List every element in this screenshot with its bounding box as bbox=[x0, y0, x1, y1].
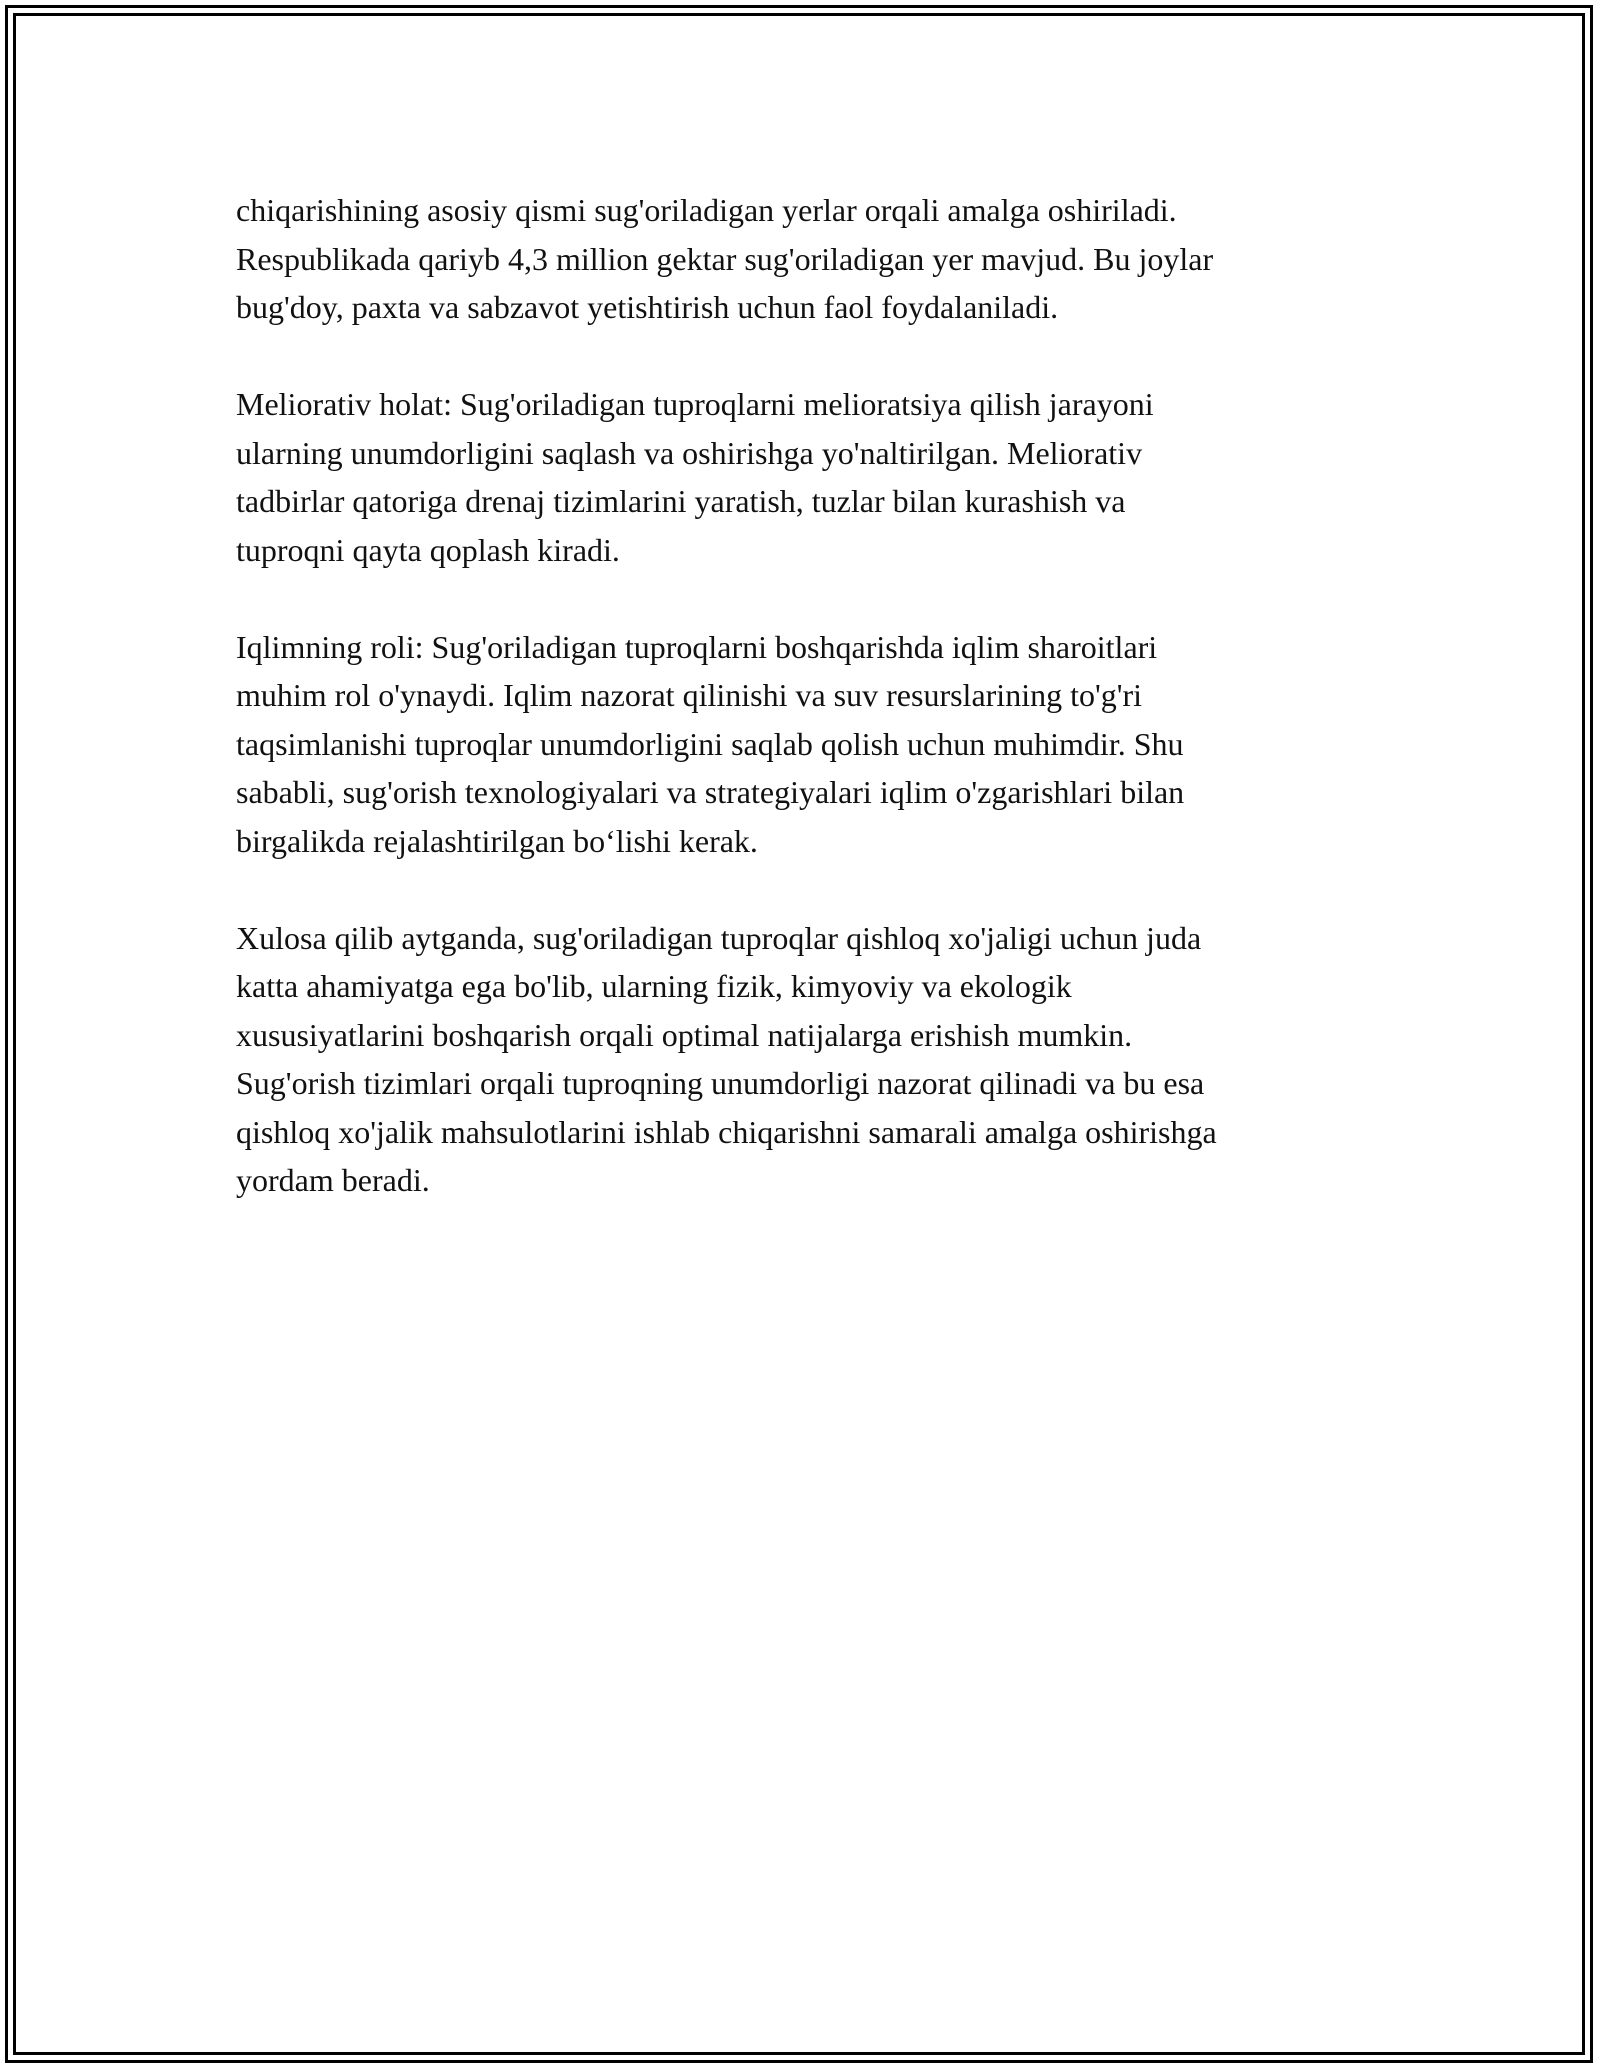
document-body bbox=[236, 186, 1376, 1253]
paragraph-production: chiqarishining asosiy qismi sug'oriladigan yerlar orqali amalga oshiriladi. Respublikada qariyb 4,3 million gektar sug'oriladigan yer mavjud. Bu joylar bug'doy, paxta va sabzavot yetishtirish uchun faol foydalaniladi. bbox=[236, 192, 1214, 325]
paragraph-climate-role: Iqlimning roli: Sug'oriladigan tuproqlarni boshqarishda iqlim sharoitlari muhim rol o'ynaydi. Iqlim nazorat qilinishi va suv resurslarining to'g'ri taqsimlanishi tuproqlar unumdorligini saqlab qolish uchun muhimdir. Shu sababli, sug'orish texnologiyalari va strategiyalari iqlim o'zgarishlari bilan birgalikda rejalashtirilgan bo‘lishi kerak. bbox=[236, 628, 1185, 859]
paragraph-meliorative-state: Meliorativ holat: Sug'oriladigan tuproqlarni melioratsiya qilish jarayoni ularning unumdorligini saqlash va oshirishga yo'naltirilgan. Meliorativ tadbirlar qatoriga drenaj tizimlarini yaratish, tuzlar bilan kurashish va tuproqni qayta qoplash kiradi. bbox=[236, 386, 1154, 568]
paragraph-conclusion: Xulosa qilib aytganda, sug'oriladigan tuproqlar qishloq xo'jaligi uchun juda katta ahamiyatga ega bo'lib, ularning fizik, kimyoviy va ekologik xususiyatlarini boshqarish orqali optimal natijalarga erishish mumkin. Sug'orish tizimlari orqali tuproqning unumdorligi nazorat qilinadi va bu esa qishloq xo'jalik mahsulotlarini ishlab chiqarishni samarali amalga oshirishga yordam beradi. bbox=[236, 919, 1217, 1198]
